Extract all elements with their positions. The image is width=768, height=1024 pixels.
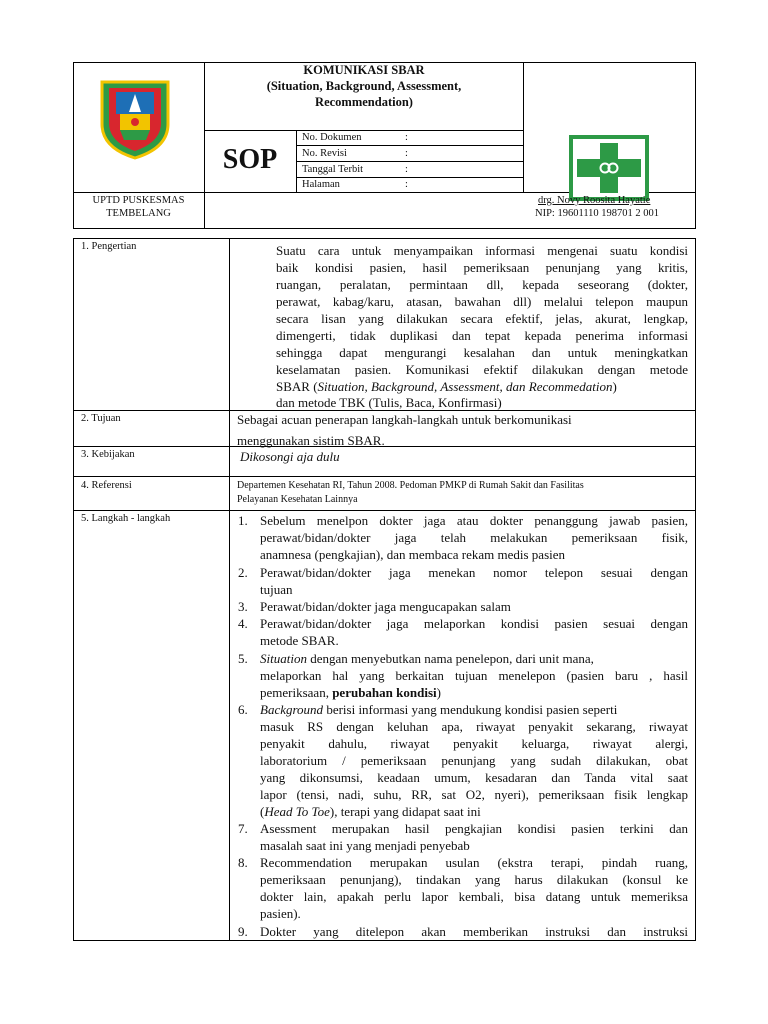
step-number: 4. (238, 616, 248, 631)
sop-label: SOP (222, 144, 278, 175)
pengertian-line9-pre: SBAR ( (276, 379, 318, 394)
row-label-kebijakan: 3. Kebijakan (81, 449, 135, 460)
tujuan-line1: Sebagai acuan penerapan langkah-langkah untuk berkomunikasi (237, 412, 572, 427)
pengertian-line: keselamatan pasien. Komunikasi efektif dilakukan dengan metode (276, 362, 688, 377)
step-number: 9. (238, 924, 248, 939)
referensi-line2: Pelayanan Kesehatan Lainnya (237, 494, 358, 505)
pengertian-line: baik kondisi pasien, hasil pemeriksaan penunjang yang kritis, (276, 260, 688, 275)
step-text (260, 652, 688, 665)
step-text: melaporkan hal yang berkaitan tujuan menelepon (pasien baru , hasil (260, 668, 688, 683)
pengertian-line: dan metode TBK (Tulis, Baca, Konfirmasi) (276, 395, 502, 410)
step-text (260, 805, 481, 818)
meta-label-tanggal-terbit: Tanggal Terbit (302, 164, 364, 175)
document-title-line3: Recommendation) (315, 95, 413, 109)
pengertian-line (276, 380, 688, 393)
meta-label-no-revisi: No. Revisi (302, 148, 347, 159)
step-text: tujuan (260, 582, 293, 597)
org-name-line1: UPTD PUSKESMAS (92, 195, 185, 206)
meta-sep: : (405, 132, 408, 143)
step-text: pemeriksaan penunjang), tindakan yang harus dilakukan (konsul ke (260, 872, 688, 887)
step-text: pasien). (260, 906, 301, 921)
step-number: 2. (238, 565, 248, 580)
step-text: Asessment merupakan hasil pengkajian kondisi pasien terkini dan (260, 821, 688, 836)
puskesmas-logo (569, 135, 649, 201)
step-text-rest: berisi informasi yang mendukung kondisi pasien seperti (323, 702, 618, 717)
step-text-italic: Background (260, 702, 324, 717)
step-text-italic: Situation (260, 651, 307, 666)
signer-name: drg. Novy Roosita Hayatie (538, 195, 651, 206)
signer-nip: NIP: 19601110 198701 2 001 (535, 208, 660, 219)
step-text: masuk RS dengan keluhan apa, riwayat penyakit sekarang, riwayat (260, 719, 688, 734)
step-number: 8. (238, 855, 248, 870)
step-text: anamnesa (pengkajian), dan membaca rekam medis pasien (260, 547, 566, 562)
step-text: lapor (tensi, nadi, suhu, RR, sat O2, nyeri), pemeriksaan fisik lengkap (260, 787, 688, 802)
step-text (260, 703, 688, 716)
pengertian-line: ruangan, peralatan, permintaan dll, kepada seseorang (dokter, (276, 277, 688, 292)
pengertian-line: perawat, kabag/karu, atasan, bawahan dll) melalui telepon maupun (276, 294, 688, 309)
step-text-pre: pemeriksaan, (260, 685, 333, 700)
meta-sep: : (405, 148, 408, 159)
step-text: Perawat/bidan/dokter jaga mengucapakan salam (260, 599, 511, 614)
referensi-line1: Departemen Kesehatan RI, Tahun 2008. Pedoman PMKP di Rumah Sakit dan Fasilitas (237, 480, 584, 491)
pengertian-line: sehingga dapat mengurangi kesalahan dan untuk meningkatkan (276, 345, 688, 360)
pengertian-line: secara lisan yang dilakukan secara efektif, jelas, akurat, lengkap, (276, 311, 688, 326)
meta-sep: : (405, 179, 408, 190)
step-text: perawat/bidan/dokter jaga telah melakukan pemeriksaan fisik, (260, 530, 688, 545)
step-text: Perawat/bidan/dokter jaga menekan nomor telepon sesuai dengan (260, 565, 688, 580)
step-number: 5. (238, 651, 248, 666)
step-text: Sebelum menelpon dokter jaga atau dokter penanggung jawab pasien, (260, 513, 688, 528)
step-number: 7. (238, 821, 248, 836)
document-title-line2: (Situation, Background, Assessment, (266, 79, 462, 93)
step-text-post: ) (436, 685, 441, 700)
step-text-post: ), terapi yang didapat saat ini (329, 804, 481, 819)
step-text-rest: dengan menyebutkan nama penelepon, dari unit mana, (306, 651, 594, 666)
meta-sep: : (405, 164, 408, 175)
step-text-italic: Head To Toe (264, 804, 330, 819)
pengertian-line: dimengerti, tidak duplikasi dan tepat kepada penerima informasi (276, 328, 688, 343)
row-label-referensi: 4. Referensi (81, 480, 132, 491)
step-text: dokter lain, apakah perlu lapor kembali, bisa datang untuk memeriksa (260, 889, 688, 904)
tujuan-line2: menggunakan sistim SBAR. (237, 433, 385, 448)
document-title-line1: KOMUNIKASI SBAR (303, 63, 425, 77)
regional-emblem-logo (98, 76, 172, 160)
step-text: Perawat/bidan/dokter jaga melaporkan kondisi pasien sesuai dengan (260, 616, 688, 631)
step-number: 6. (238, 702, 248, 717)
pengertian-line9-post: ) (612, 379, 617, 394)
pengertian-line9-italic: Situation, Background, Assessment, dan Recommedation (317, 379, 613, 394)
org-name-line2: TEMBELANG (106, 208, 171, 219)
step-text: metode SBAR. (260, 633, 339, 648)
step-text: penyakit dahulu, riwayat penyakit keluarga, riwayat alergi, (260, 736, 688, 751)
step-text: laboratorium / pemeriksaan penunjang yang sudah dilakukan, obat (260, 753, 688, 768)
step-text (260, 686, 441, 699)
kebijakan-text: Dikosongi aja dulu (240, 449, 340, 464)
row-label-tujuan: 2. Tujuan (81, 413, 121, 424)
meta-label-no-dokumen: No. Dokumen (302, 132, 362, 143)
step-text: masalah saat ini yang menjadi penyebab (260, 838, 470, 853)
meta-label-halaman: Halaman (302, 179, 340, 190)
step-text: yang dikonsumsi, keadaan umum, kesadaran dan Tanda vital saat (260, 770, 688, 785)
step-text: Recommendation merupakan usulan (ekstra terapi, pindah ruang, (260, 855, 688, 870)
step-text-bold: perubahan kondisi (332, 685, 437, 700)
step-text-pre: ( (260, 804, 265, 819)
pengertian-line: Suatu cara untuk menyampaikan informasi mengenai suatu kondisi (276, 243, 688, 258)
step-text: Dokter yang ditelepon akan memberikan instruksi dan instruksi (260, 924, 688, 939)
row-label-langkah: 5. Langkah - langkah (81, 513, 171, 524)
step-number: 3. (238, 599, 248, 614)
step-number: 1. (238, 513, 248, 528)
row-label-pengertian: 1. Pengertian (81, 241, 137, 252)
